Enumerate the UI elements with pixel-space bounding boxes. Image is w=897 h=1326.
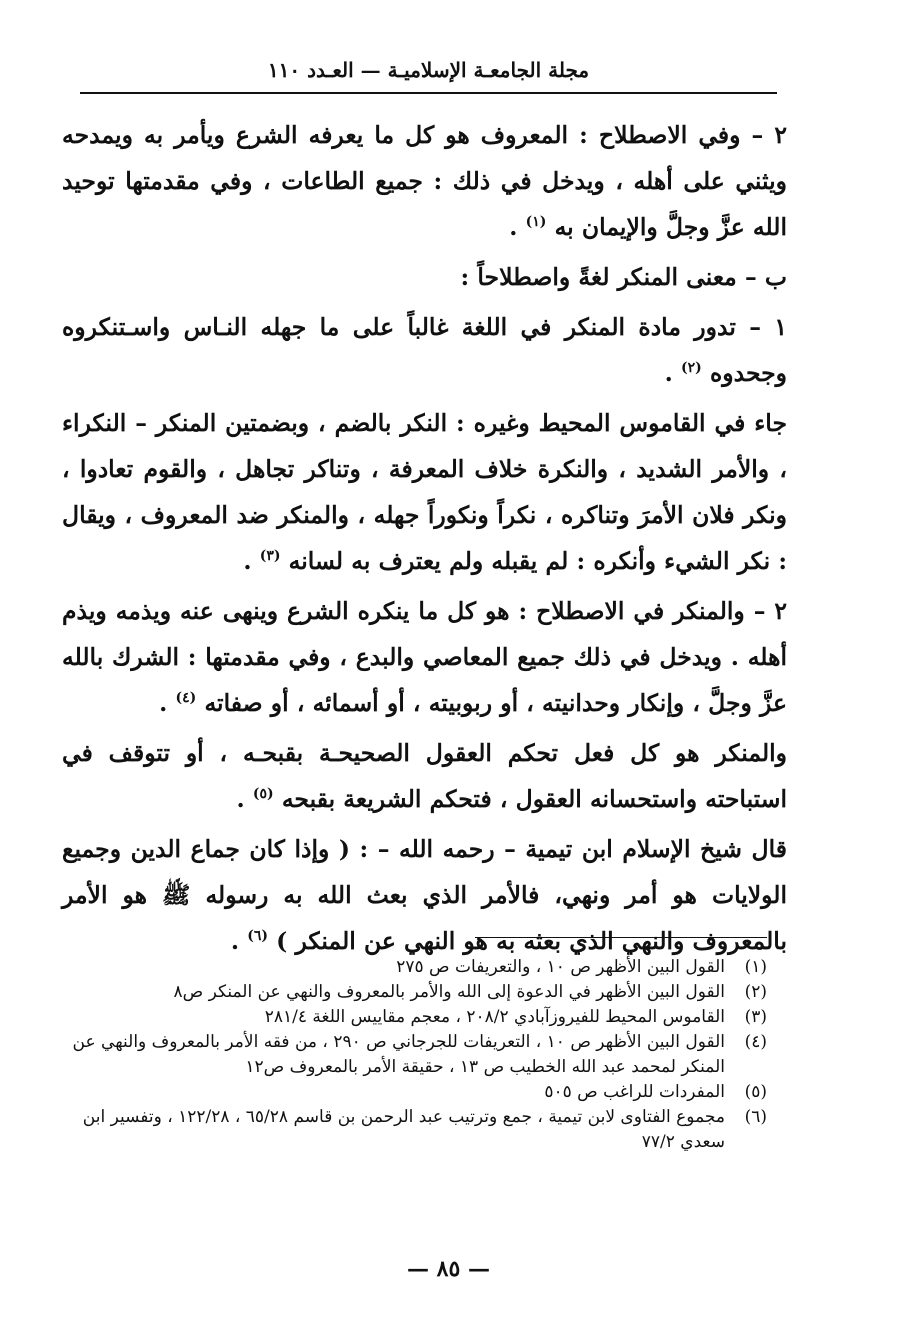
footnote-number: (٢) <box>744 982 767 1002</box>
footnote <box>50 1105 767 1155</box>
running-header: مجلة الجامعـة الإسلاميـة — العـدد ١١٠ <box>267 58 590 82</box>
footnote-number: (٦) <box>744 1107 767 1127</box>
footnote <box>50 1080 767 1105</box>
paragraph-text: ٢ – والمنكر في الاصطلاح : هو كل ما ينكره الشرع وينهى عنه ويذمه ويذم أهله . ويدخل في ذلك جميع المعاصي والبدع ، وفي مقدمتها : الشرك بالله عزَّ وجلَّ ، وإنكار وحدانيته ، أو ربوبيته ، أو أسمائه ، أو صفاته <box>62 597 787 717</box>
footnote-text: القول البين الأظهر ص ١٠ ، التعريفات للجرجاني ص ٢٩٠ ، من فقه الأمر بالمعروف والنهي عن المنكر لمحمد عبد الله الخطيب ص ١٣ ، حقيقة الأمر بالمعروف ص١٢ <box>72 1032 725 1077</box>
page-number: — ٨٥ — <box>407 1256 490 1282</box>
footnote-number: (٣) <box>744 1007 767 1027</box>
footnote-ref[interactable]: (٤) <box>175 690 197 707</box>
paragraph-text: ١ – تدور مادة المنكر في اللغة غالباً على ما جهله النـاس واسـتنكروه وجحدوه <box>62 313 787 387</box>
paragraph-tail: . <box>236 785 245 813</box>
paragraph-tail: . <box>664 359 673 387</box>
paragraph <box>62 730 787 822</box>
footnote-text: القول البين الأظهر في الدعوة إلى الله والأمر بالمعروف والنهي عن المنكر ص٨ <box>173 982 725 1002</box>
footnote-ref[interactable]: (٦) <box>247 928 268 945</box>
paragraph <box>62 588 787 726</box>
footnote <box>50 1005 767 1030</box>
paragraph <box>62 304 787 396</box>
footnote-ref[interactable]: (٢) <box>680 360 702 377</box>
paragraph <box>62 826 787 964</box>
paragraph-text: جاء في القاموس المحيط وغيره : النكر بالضم ، وبضمتين المنكر – النكراء ، والأمر الشديد ، والنكرة خلاف المعرفة ، وتناكر تجاهل ، والقوم تعادوا ، ونكر فلان الأمرَ وتناكره ، نكراً ونكوراً جهله ، والمنكر ضد المعروف ، ويقال : نكر الشيء وأنكره : لم يقبله ولم يعترف به لسانه <box>62 409 787 575</box>
footnote-text: المفردات للراغب ص ٥٠٥ <box>544 1082 725 1102</box>
footnote <box>50 980 767 1005</box>
footnote <box>50 1030 767 1080</box>
footnote-ref[interactable]: (٥) <box>252 786 274 803</box>
footnote-number: (٥) <box>744 1082 767 1102</box>
footnote <box>50 955 767 980</box>
footnote-number: (١) <box>744 957 767 977</box>
paragraph-text: قال شيخ الإسلام ابن تيمية – رحمه الله – : ( وإذا كان جماع الدين وجميع الولايات هو أمر ونهي، فالأمر الذي بعث الله به رسوله ﷺ هو الأمر بالمعروف والنهي الذي بعثه به هو النهي عن المنكر ) <box>62 835 787 955</box>
footnote-number: (٤) <box>744 1032 767 1052</box>
heading-text: ب – معنى المنكر لغةً واصطلاحاً : <box>460 263 787 291</box>
paragraph-tail: . <box>243 547 252 575</box>
paragraph-tail: . <box>159 689 168 717</box>
footnote-text: القول البين الأظهر ص ١٠ ، والتعريفات ص ٢٧٥ <box>396 957 725 977</box>
footnotes <box>50 955 767 1155</box>
paragraph <box>62 112 787 250</box>
paragraph <box>62 400 787 584</box>
paragraph-tail: . <box>509 213 518 241</box>
paragraph-text: ٢ – وفي الاصطلاح : المعروف هو كل ما يعرفه الشرع ويأمر به ويمدحه ويثني على أهله ، ويدخل في ذلك : جميع الطاعات ، وفي مقدمتها توحيد الله عزَّ وجلَّ والإيمان به <box>62 121 787 241</box>
section-heading <box>62 254 787 300</box>
paragraph-text: والمنكر هو كل فعل تحكم العقول الصحيحـة بقبحـه ، أو تتوقف في استباحته واستحسانه العقول ، فتحكم الشريعة بقبحه <box>62 739 787 813</box>
header-divider <box>80 92 777 94</box>
main-text <box>62 112 787 968</box>
footnote-divider <box>475 937 767 938</box>
footnote-text: مجموع الفتاوى لابن تيمية ، جمع وترتيب عبد الرحمن بن قاسم ٦٥/٢٨ ، ١٢٢/٢٨ ، وتفسير ابن سعدي ٧٧/٢ <box>82 1107 725 1152</box>
paragraph-tail: . <box>230 927 239 955</box>
footnote-text: القاموس المحيط للفيروزآبادي ٢٠٨/٢ ، معجم مقاييس اللغة ٢٨١/٤ <box>264 1007 725 1027</box>
footnote-ref[interactable]: (٣) <box>259 548 281 565</box>
footnote-ref[interactable]: (١) <box>525 214 547 231</box>
